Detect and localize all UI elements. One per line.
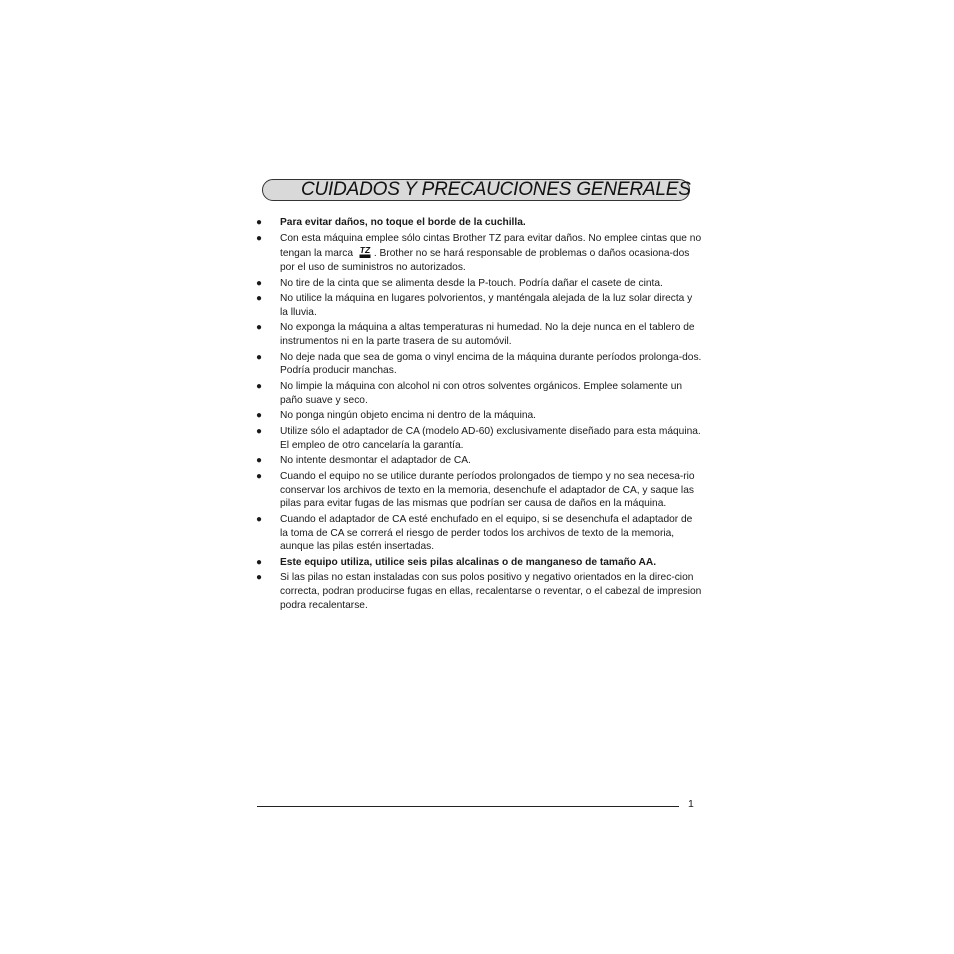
bullet-icon: ● <box>256 217 263 228</box>
list-item <box>256 556 702 570</box>
bullet-icon: ● <box>256 556 263 568</box>
precautions-list <box>256 216 702 614</box>
page-number: 1 <box>688 798 694 810</box>
item-text: No intente desmontar el adaptador de CA. <box>280 455 471 467</box>
footer-rule <box>257 806 679 807</box>
tz-logo-label: TZ <box>359 245 371 256</box>
list-item <box>256 321 702 348</box>
list-item <box>256 513 702 554</box>
list-item <box>256 216 702 230</box>
bullet-icon: ● <box>256 455 263 467</box>
bullet-icon: ● <box>256 513 263 525</box>
list-item <box>256 351 702 378</box>
bullet-icon: ● <box>256 470 263 482</box>
item-text: No limpie la máquina con alcohol ni con otros solventes orgánicos. Emplee solamente un paño suave y seco. <box>280 381 683 406</box>
bullet-icon: ● <box>256 232 263 244</box>
list-item <box>256 409 702 423</box>
item-text: . Brother no se hará responsable de problemas o daños ocasiona-dos por el uso de suministros no autorizados. <box>280 248 690 273</box>
bullet-icon: ● <box>256 351 263 363</box>
bullet-icon: ● <box>256 425 263 437</box>
bullet-icon: ● <box>256 322 263 334</box>
item-text: No exponga la máquina a altas temperaturas ni humedad. No la deje nunca en el tablero de instrumentos ni en la parte trasera de su automóvil. <box>280 322 695 348</box>
bullet-icon: ● <box>256 293 263 305</box>
tz-logo-icon <box>359 245 371 259</box>
section-header <box>262 179 690 201</box>
section-title: CUIDADOS Y PRECAUCIONES GENERALES <box>301 179 691 200</box>
item-text: No tire de la cinta que se alimenta desde la P-touch. Podría dañar el casete de cinta. <box>280 277 663 289</box>
list-item <box>256 454 702 468</box>
list-item <box>256 292 702 319</box>
bullet-icon: ● <box>256 381 263 393</box>
item-text: Para evitar daños, no toque el borde de la cuchilla. <box>280 217 526 228</box>
item-text: Cuando el adaptador de CA esté enchufado en el equipo, si se desenchufa el adaptador de la toma de CA se correrá el riesgo de perder todos los archivos de texto de la memoria, aunque las pilas estén insertadas. <box>280 513 693 553</box>
list-item <box>256 277 702 291</box>
list-item <box>256 232 702 275</box>
item-text: No utilice la máquina en lugares polvorientos, y manténgala alejada de la luz solar directa y la lluvia. <box>280 293 693 318</box>
item-text: Con esta máquina emplee sólo cintas Brother TZ para evitar daños. No emplee cintas que no tengan la marca <box>280 232 702 260</box>
list-item <box>256 380 702 407</box>
item-text: No deje nada que sea de goma o vinyl encima de la máquina durante períodos prolonga-dos. Podría producir manchas. <box>280 351 702 377</box>
item-text: Utilize sólo el adaptador de CA (modelo AD-60) exclusivamente diseñado para esta máquina. El empleo de otro cancelaría la garantía. <box>280 425 701 451</box>
item-text: Si las pilas no estan instaladas con sus polos positivo y negativo orientados en la direc-cion correcta, podran producirse fugas en ellas, recalentarse o reventar, o el cabezal de impresion podra recalentarse. <box>280 572 702 611</box>
bullet-icon: ● <box>256 410 263 422</box>
bullet-icon: ● <box>256 572 263 584</box>
list-item <box>256 470 702 511</box>
item-text: Este equipo utiliza, utilice seis pilas alcalinas o de manganeso de tamaño AA. <box>280 556 657 568</box>
bullet-icon: ● <box>256 277 263 289</box>
item-text: Cuando el equipo no se utilice durante períodos prolongados de tiempo y no sea necesa-rio conservar los archivos de texto en la memoria, desenchufe el adaptador de CA, y saque las pilas para evitar fugas de las mismas que podrían ser causa de daños en la máquina. <box>280 470 695 510</box>
item-text: No ponga ningún objeto encima ni dentro de la máquina. <box>280 410 537 422</box>
list-item <box>256 425 702 452</box>
list-item <box>256 571 702 612</box>
